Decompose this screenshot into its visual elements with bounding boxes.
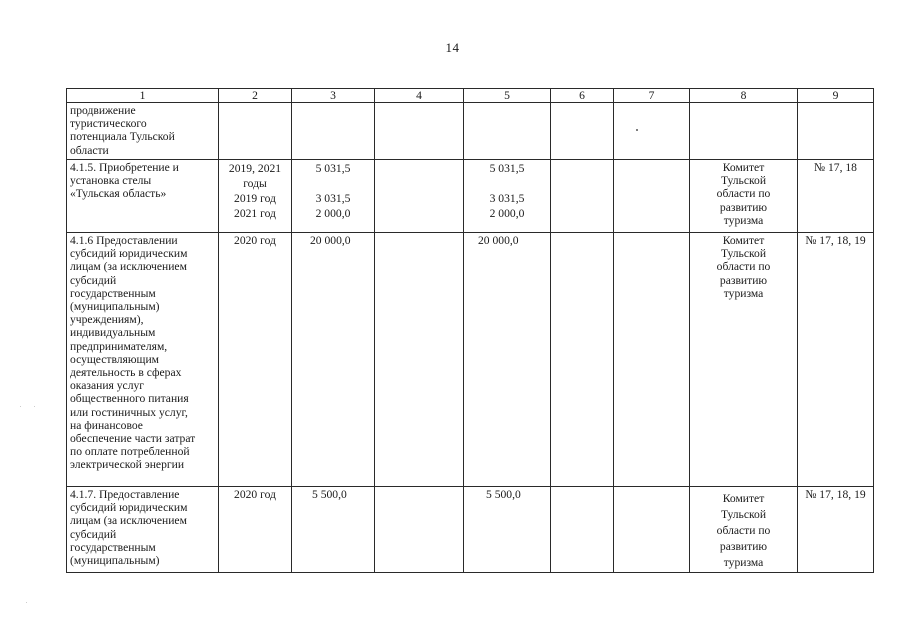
table-row bbox=[67, 103, 874, 160]
row-description: 4.1.6 Предоставлении субсидий юридическим лицам (за исключением субсидий государственным (муниципальным) учреждениям), индивидуальным предпринимателям, осуществляющим деятельность в сферах оказания услуг общественного питания или гостиничных услуг, на финансовое обеспечение части затрат по оплате потребленной электрической энергии bbox=[67, 233, 219, 487]
header-row bbox=[67, 89, 874, 103]
row-description: 4.1.7. Предоставление субсидий юридическим лицам (за исключением субсидий государственным (муниципальным) bbox=[67, 487, 219, 573]
row-federal bbox=[375, 103, 464, 160]
scan-speck bbox=[20, 406, 21, 407]
page-number: 14 bbox=[445, 40, 460, 55]
row-regional: 5 500,0 bbox=[464, 487, 551, 573]
row-executor: Комитет Тульской области по развитию туризма bbox=[690, 487, 798, 573]
row-period: 2020 год bbox=[219, 487, 292, 573]
row-other bbox=[614, 103, 690, 160]
scan-speck bbox=[34, 406, 35, 407]
row-federal bbox=[375, 160, 464, 233]
row-other bbox=[614, 233, 690, 487]
header-cell-2: 2 bbox=[219, 89, 292, 103]
row-total bbox=[292, 103, 375, 160]
header-cell-5: 5 bbox=[464, 89, 551, 103]
row-federal bbox=[375, 487, 464, 573]
row-federal bbox=[375, 233, 464, 487]
row-municipal bbox=[551, 487, 614, 573]
row-indicator: № 17, 18 bbox=[798, 160, 874, 233]
row-executor: Комитет Тульской области по развитию туризма bbox=[690, 233, 798, 487]
row-regional: 20 000,0 bbox=[464, 233, 551, 487]
row-description: продвижение туристического потенциала Тульской области bbox=[67, 103, 219, 160]
table-row bbox=[67, 487, 874, 573]
row-regional: 5 031,5 3 031,5 2 000,0 bbox=[464, 160, 551, 233]
table-row bbox=[67, 160, 874, 233]
header-cell-9: 9 bbox=[798, 89, 874, 103]
row-description: 4.1.5. Приобретение и установка стелы «Тульская область» bbox=[67, 160, 219, 233]
header-cell-6: 6 bbox=[551, 89, 614, 103]
header-cell-1: 1 bbox=[67, 89, 219, 103]
header-cell-4: 4 bbox=[375, 89, 464, 103]
header-cell-3: 3 bbox=[292, 89, 375, 103]
row-regional bbox=[464, 103, 551, 160]
row-municipal bbox=[551, 103, 614, 160]
row-indicator bbox=[798, 103, 874, 160]
row-municipal bbox=[551, 160, 614, 233]
header-cell-8: 8 bbox=[690, 89, 798, 103]
row-other bbox=[614, 487, 690, 573]
row-period bbox=[219, 103, 292, 160]
row-executor: Комитет Тульской области по развитию туризма bbox=[690, 160, 798, 233]
row-period: 2020 год bbox=[219, 233, 292, 487]
stray-dot-mark bbox=[636, 129, 638, 131]
row-period: 2019, 2021 годы 2019 год 2021 год bbox=[219, 160, 292, 233]
scan-speck bbox=[26, 602, 27, 603]
row-other bbox=[614, 160, 690, 233]
row-executor bbox=[690, 103, 798, 160]
row-total: 5 500,0 bbox=[292, 487, 375, 573]
header-cell-7: 7 bbox=[614, 89, 690, 103]
program-table bbox=[66, 88, 874, 573]
row-municipal bbox=[551, 233, 614, 487]
row-total: 5 031,5 3 031,5 2 000,0 bbox=[292, 160, 375, 233]
table-row bbox=[67, 233, 874, 487]
row-indicator: № 17, 18, 19 bbox=[798, 487, 874, 573]
row-total: 20 000,0 bbox=[292, 233, 375, 487]
row-indicator: № 17, 18, 19 bbox=[798, 233, 874, 487]
